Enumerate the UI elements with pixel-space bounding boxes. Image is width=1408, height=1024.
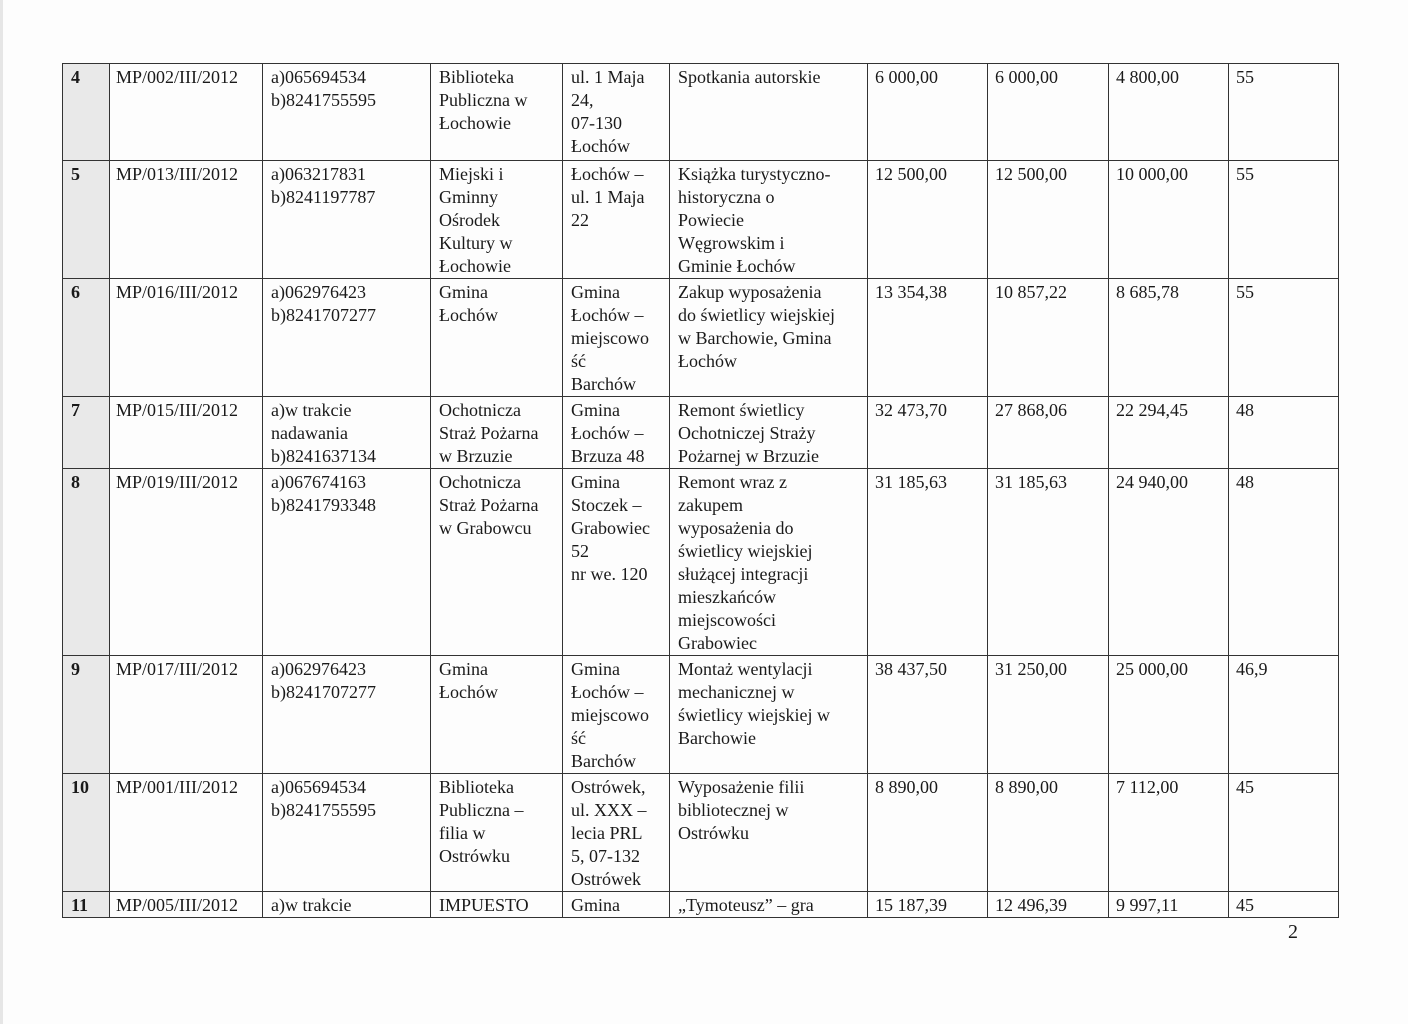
total-cost-cell: 8 890,00 xyxy=(868,774,988,892)
project-title-cell: „Tymoteusz” – gra xyxy=(670,892,868,918)
applicant-name-cell: Ochotnicza Straż Pożarna w Grabowcu xyxy=(431,469,563,656)
eligible-cost-cell: 12 500,00 xyxy=(988,161,1109,279)
total-cost-cell: 6 000,00 xyxy=(868,64,988,161)
registration-number-cell: MP/019/III/2012 xyxy=(110,469,263,656)
eligible-cost-cell: 10 857,22 xyxy=(988,279,1109,397)
total-cost-cell: 13 354,38 xyxy=(868,279,988,397)
project-title-cell: Remont świetlicy Ochotniczej Straży Pożarnej w Brzuzie xyxy=(670,397,868,469)
project-title-cell: Książka turystyczno- historyczna o Powiecie Węgrowskim i Gminie Łochów xyxy=(670,161,868,279)
identifiers-cell: a)062976423 b)8241707277 xyxy=(263,656,431,774)
address-cell: Gmina Łochów – miejscowo ść Barchów xyxy=(563,656,670,774)
page-number: 2 xyxy=(1288,921,1298,943)
table-row xyxy=(63,279,1339,397)
row-number-cell: 7 xyxy=(63,397,110,469)
table-row xyxy=(63,64,1339,161)
row-number-cell: 9 xyxy=(63,656,110,774)
address-cell: Gmina Łochów – miejscowo ść Barchów xyxy=(563,279,670,397)
identifiers-cell: a)062976423 b)8241707277 xyxy=(263,279,431,397)
registration-number-cell: MP/002/III/2012 xyxy=(110,64,263,161)
address-cell: Łochów – ul. 1 Maja 22 xyxy=(563,161,670,279)
identifiers-cell: a)065694534 b)8241755595 xyxy=(263,64,431,161)
registration-number-cell: MP/013/III/2012 xyxy=(110,161,263,279)
identifiers-cell: a)w trakcie xyxy=(263,892,431,918)
table-row xyxy=(63,892,1339,918)
points-cell: 48 xyxy=(1229,469,1339,656)
points-cell: 45 xyxy=(1229,774,1339,892)
table-row xyxy=(63,774,1339,892)
address-cell: Gmina xyxy=(563,892,670,918)
eligible-cost-cell: 31 250,00 xyxy=(988,656,1109,774)
total-cost-cell: 38 437,50 xyxy=(868,656,988,774)
points-cell: 48 xyxy=(1229,397,1339,469)
grant-amount-cell: 8 685,78 xyxy=(1109,279,1229,397)
registration-number-cell: MP/015/III/2012 xyxy=(110,397,263,469)
grant-amount-cell: 9 997,11 xyxy=(1109,892,1229,918)
registration-number-cell: MP/005/III/2012 xyxy=(110,892,263,918)
total-cost-cell: 32 473,70 xyxy=(868,397,988,469)
applicant-name-cell: Biblioteka Publiczna – filia w Ostrówku xyxy=(431,774,563,892)
points-cell: 55 xyxy=(1229,279,1339,397)
row-number-cell: 4 xyxy=(63,64,110,161)
registration-number-cell: MP/017/III/2012 xyxy=(110,656,263,774)
row-number-cell: 5 xyxy=(63,161,110,279)
applicant-name-cell: IMPUESTO xyxy=(431,892,563,918)
grant-amount-cell: 4 800,00 xyxy=(1109,64,1229,161)
table-row xyxy=(63,656,1339,774)
address-cell: Gmina Łochów – Brzuza 48 xyxy=(563,397,670,469)
scan-edge xyxy=(0,0,3,1024)
identifiers-cell: a)065694534 b)8241755595 xyxy=(263,774,431,892)
project-title-cell: Montaż wentylacji mechanicznej w świetlicy wiejskiej w Barchowie xyxy=(670,656,868,774)
eligible-cost-cell: 8 890,00 xyxy=(988,774,1109,892)
grant-amount-cell: 7 112,00 xyxy=(1109,774,1229,892)
table-row xyxy=(63,161,1339,279)
grant-table xyxy=(62,63,1339,918)
points-cell: 45 xyxy=(1229,892,1339,918)
registration-number-cell: MP/016/III/2012 xyxy=(110,279,263,397)
total-cost-cell: 15 187,39 xyxy=(868,892,988,918)
applicant-name-cell: Gmina Łochów xyxy=(431,656,563,774)
identifiers-cell: a)063217831 b)8241197787 xyxy=(263,161,431,279)
applicant-name-cell: Ochotnicza Straż Pożarna w Brzuzie xyxy=(431,397,563,469)
row-number-cell: 10 xyxy=(63,774,110,892)
project-title-cell: Wyposażenie filii bibliotecznej w Ostrówku xyxy=(670,774,868,892)
address-cell: Ostrówek, ul. XXX – lecia PRL 5, 07-132 Ostrówek xyxy=(563,774,670,892)
eligible-cost-cell: 31 185,63 xyxy=(988,469,1109,656)
grant-amount-cell: 25 000,00 xyxy=(1109,656,1229,774)
total-cost-cell: 31 185,63 xyxy=(868,469,988,656)
row-number-cell: 11 xyxy=(63,892,110,918)
grant-amount-cell: 24 940,00 xyxy=(1109,469,1229,656)
address-cell: Gmina Stoczek – Grabowiec 52 nr we. 120 xyxy=(563,469,670,656)
applicant-name-cell: Biblioteka Publiczna w Łochowie xyxy=(431,64,563,161)
applicant-name-cell: Miejski i Gminny Ośrodek Kultury w Łochowie xyxy=(431,161,563,279)
table-body xyxy=(63,64,1339,918)
project-title-cell: Remont wraz z zakupem wyposażenia do świetlicy wiejskiej służącej integracji mieszkańców miejscowości Grabowiec xyxy=(670,469,868,656)
total-cost-cell: 12 500,00 xyxy=(868,161,988,279)
table-row xyxy=(63,469,1339,656)
eligible-cost-cell: 27 868,06 xyxy=(988,397,1109,469)
project-title-cell: Spotkania autorskie xyxy=(670,64,868,161)
grant-amount-cell: 22 294,45 xyxy=(1109,397,1229,469)
row-number-cell: 8 xyxy=(63,469,110,656)
points-cell: 46,9 xyxy=(1229,656,1339,774)
identifiers-cell: a)w trakcie nadawania b)8241637134 xyxy=(263,397,431,469)
grant-amount-cell: 10 000,00 xyxy=(1109,161,1229,279)
address-cell: ul. 1 Maja 24, 07-130 Łochów xyxy=(563,64,670,161)
applicant-name-cell: Gmina Łochów xyxy=(431,279,563,397)
registration-number-cell: MP/001/III/2012 xyxy=(110,774,263,892)
row-number-cell: 6 xyxy=(63,279,110,397)
eligible-cost-cell: 6 000,00 xyxy=(988,64,1109,161)
points-cell: 55 xyxy=(1229,161,1339,279)
points-cell: 55 xyxy=(1229,64,1339,161)
eligible-cost-cell: 12 496,39 xyxy=(988,892,1109,918)
project-title-cell: Zakup wyposażenia do świetlicy wiejskiej w Barchowie, Gmina Łochów xyxy=(670,279,868,397)
table-row xyxy=(63,397,1339,469)
identifiers-cell: a)067674163 b)8241793348 xyxy=(263,469,431,656)
